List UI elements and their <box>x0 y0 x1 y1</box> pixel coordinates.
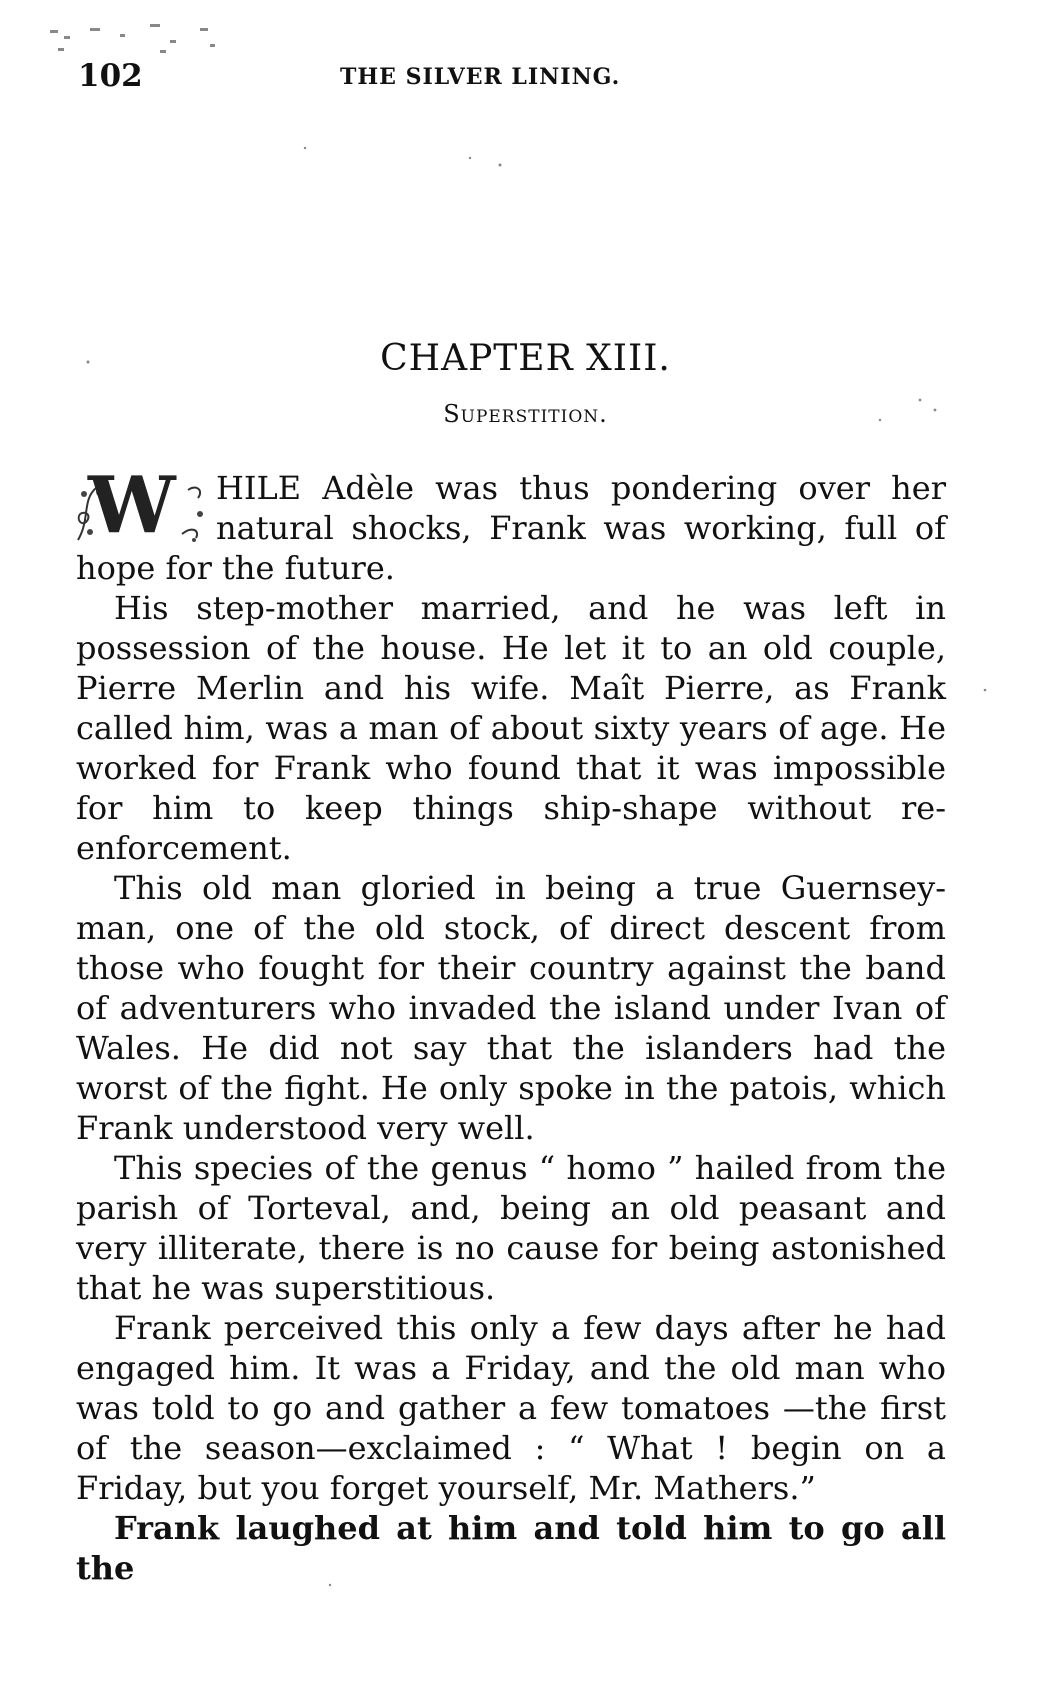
page-number: 102 <box>78 58 143 94</box>
paragraph-1 <box>76 460 946 588</box>
paragraph-5: Frank perceived this only a few days after he had engaged him. It was a Friday, and the old man who was told to go and gather a few tomatoes —the first of the season—exclaimed : “ What ! begin on a Friday, but you forget yourself, Mr. Mathers.” <box>76 1309 946 1507</box>
drop-cap <box>72 460 210 551</box>
paragraph-4: This species of the genus “ homo ” hailed from the parish of Torteval, and, being an old peasant and very illiterate, there is no cause for being astonished that he was superstitious. <box>76 1149 946 1307</box>
paragraph-1-text: HILE Adèle was thus pondering over her natural shocks, Frank was working, full of hope for the future. <box>76 469 946 587</box>
running-title: THE SILVER LINING. <box>340 64 621 90</box>
paragraph-2: His step-mother married, and he was left in possession of the house. He let it to an old couple, Pierre Merlin and his wife. Maît Pierre, as Frank called him, was a man of about sixty years of age. He worked for Frank who found that it was impossible for him to keep things ship-shape without re-enforcement. <box>76 589 946 867</box>
paragraph-3: This old man gloried in being a true Guernsey-man, one of the old stock, of direct descent from those who fought for their country against the band of adventurers who invaded the island under Ivan of Wales. He did not say that the islanders had the worst of the fight. He only spoke in the patois, which Frank understood very well. <box>76 869 946 1147</box>
chapter-subtitle: Superstition. <box>443 400 608 428</box>
drop-cap-letter: W <box>88 460 176 551</box>
running-header <box>0 58 1051 98</box>
body-text <box>76 460 946 1588</box>
paragraph-6: Frank laughed at him and told him to go all the <box>76 1509 946 1587</box>
chapter-heading: CHAPTER XIII. <box>380 338 671 379</box>
